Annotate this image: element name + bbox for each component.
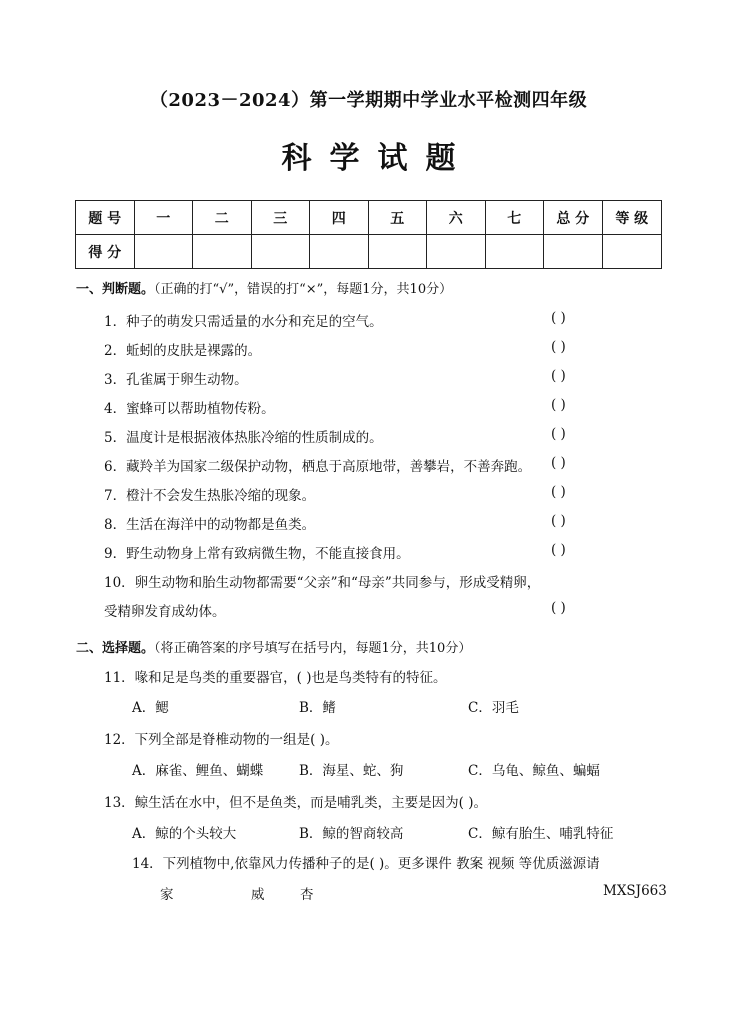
score-cell: [427, 235, 486, 269]
question-6: 6．藏羚羊为国家二级保护动物，栖息于高原地带，善攀岩，不善奔跑。: [104, 459, 532, 475]
question-14-fragment: 家: [160, 887, 174, 903]
score-cell: [134, 235, 193, 269]
score-cell: [485, 235, 544, 269]
option-13-a: A．鲸的个头较大: [132, 826, 237, 842]
score-table-header: 五: [368, 201, 427, 235]
score-table-header: 六: [427, 201, 486, 235]
score-table-header: 一: [134, 201, 193, 235]
question-10: 10．卵生动物和胎生动物都需要“父亲”和“母亲”共同参与，形成受精卵，: [104, 575, 541, 591]
question-14: 14．下列植物中,依靠风力传播种子的是( )。更多课件 教案 视频 等优质滋源请: [132, 856, 600, 872]
question-2: 2．蚯蚓的皮肤是裸露的。: [104, 343, 262, 359]
score-table-header: 总 分: [544, 201, 603, 235]
section2-title: 二、选择题。: [76, 641, 155, 656]
answer-paren-1: ( ): [551, 310, 566, 326]
score-table-header: 三: [251, 201, 310, 235]
score-cell: [368, 235, 427, 269]
answer-paren-5: ( ): [551, 426, 566, 442]
score-cell: [602, 235, 662, 269]
score-table-header: 七: [485, 201, 544, 235]
answer-paren-6: ( ): [551, 455, 566, 471]
option-12-b: B．海星、蛇、狗: [299, 763, 404, 779]
question-13: 13．鲸生活在水中，但不是鱼类，而是哺乳类，主要是因为( )。: [104, 795, 488, 811]
option-11-c: C．羽毛: [468, 700, 519, 716]
score-table-header-row: [76, 201, 662, 235]
question-11: 11．喙和足是鸟类的重要器官，( )也是鸟类特有的特征。: [104, 670, 447, 686]
score-table: [75, 200, 662, 269]
section1-note: （正确的打“√”，错误的打“×”，每题1分，共10分）: [154, 282, 453, 297]
answer-paren-4: ( ): [551, 397, 566, 413]
option-13-c: C．鲸有胎生、哺乳特征: [468, 826, 614, 842]
option-12-c: C．乌龟、鲸鱼、蝙蝠: [468, 763, 600, 779]
question-12: 12．下列全部是脊椎动物的一组是( )。: [104, 732, 339, 748]
score-table-header: 二: [193, 201, 252, 235]
answer-paren-8: ( ): [551, 513, 566, 529]
answer-paren-7: ( ): [551, 484, 566, 500]
answer-paren-3: ( ): [551, 368, 566, 384]
question-14-fragment: 杏: [300, 887, 314, 903]
score-cell: [251, 235, 310, 269]
option-12-a: A．麻雀、鲤鱼、蝴蝶: [132, 763, 264, 779]
score-table-header: 四: [310, 201, 369, 235]
score-table-score-row: [76, 235, 662, 269]
section2-note: （将正确答案的序号填写在括号内，每题1分，共10分）: [154, 641, 472, 656]
answer-paren-9: ( ): [551, 542, 566, 558]
question-9: 9．野生动物身上常有致病微生物，不能直接食用。: [104, 546, 410, 562]
section1-title: 一、判断题。: [76, 282, 155, 297]
score-table-header: 题 号: [76, 201, 135, 235]
question-4: 4．蜜蜂可以帮助植物传粉。: [104, 401, 275, 417]
score-cell: [193, 235, 252, 269]
question-1: 1．种子的萌发只需适量的水分和充足的空气。: [104, 314, 383, 330]
score-cell: [310, 235, 369, 269]
question-10-continued: 受精卵发育成幼体。: [104, 604, 226, 620]
exam-subtitle: （2023－2024）第一学期期中学业水平检测四年级: [149, 90, 588, 111]
score-table-header: 等 级: [602, 201, 662, 235]
answer-paren-2: ( ): [551, 339, 566, 355]
score-cell: [544, 235, 603, 269]
question-7: 7．橙汁不会发生热胀冷缩的现象。: [104, 488, 316, 504]
option-11-b: B．鳍: [299, 700, 336, 716]
option-13-b: B．鲸的智商较高: [299, 826, 404, 842]
question-3: 3．孔雀属于卵生动物。: [104, 372, 248, 388]
question-14-fragment: 威: [251, 887, 265, 903]
question-5: 5．温度计是根据液体热胀冷缩的性质制成的。: [104, 430, 383, 446]
document-code: MXSJ663: [603, 883, 667, 899]
score-table-row-label: 得 分: [76, 235, 135, 269]
section2-heading: [76, 637, 471, 656]
exam-title: 科学试题: [281, 141, 474, 176]
option-11-a: A．鳃: [132, 700, 169, 716]
answer-paren-10: ( ): [551, 600, 566, 616]
question-8: 8．生活在海洋中的动物都是鱼类。: [104, 517, 316, 533]
section1-heading: [76, 278, 452, 297]
